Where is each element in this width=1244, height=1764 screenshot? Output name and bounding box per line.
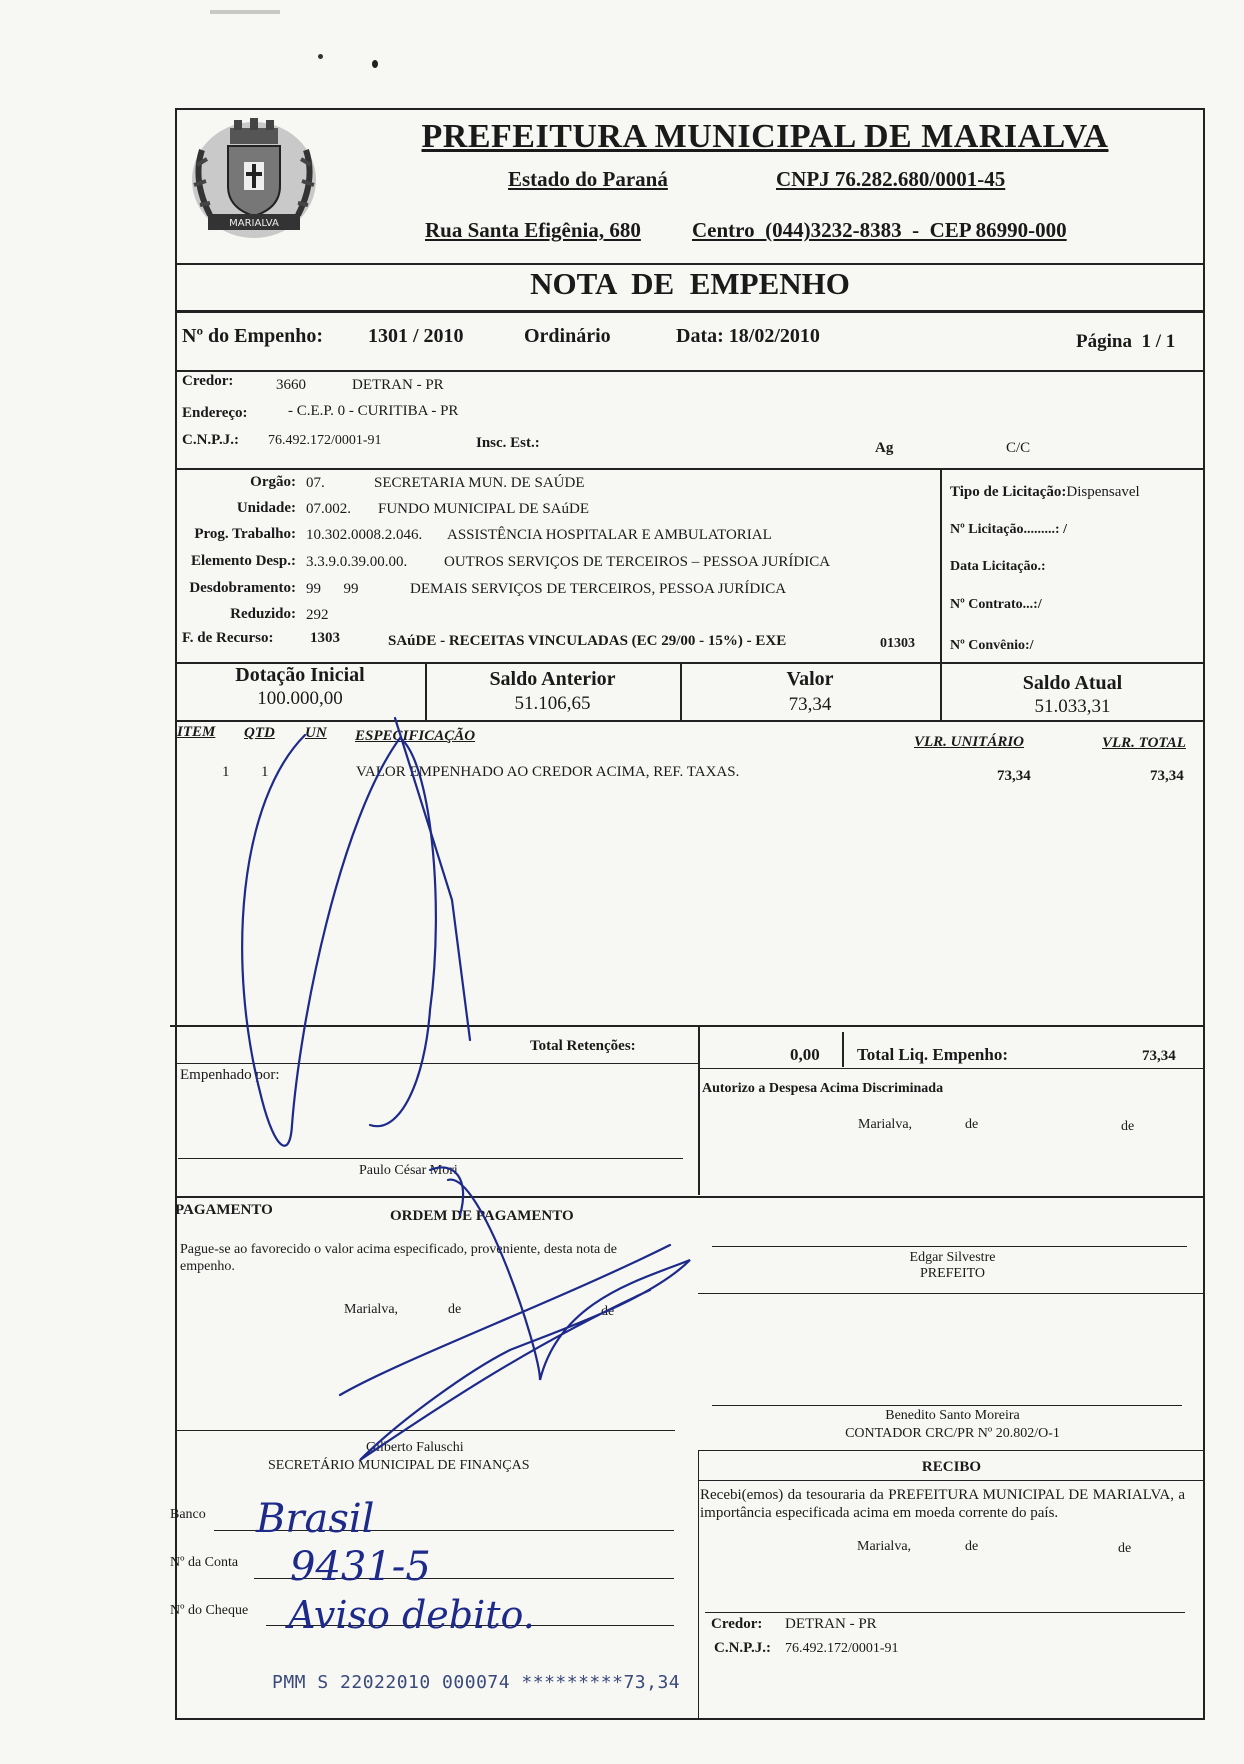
recibo-text: Recebi(emos) da tesouraria da PREFEITURA MUNICIPAL DE MARIALVA, a importância especificada acima em moeda corrente do país.	[700, 1487, 1185, 1521]
autorizo-de-1: de	[965, 1117, 979, 1132]
secretario-nome: Gilberto Faluschi	[366, 1440, 464, 1455]
pagamento-de-2: de	[601, 1304, 615, 1319]
state-label: Estado do Paraná	[508, 167, 668, 191]
total-retencoes-label: Total Retenções:	[530, 1038, 636, 1054]
document-title: NOTA DE EMPENHO	[530, 266, 850, 301]
prefeito-cargo: PREFEITO	[919, 1266, 986, 1281]
valor-value: 73,34	[788, 694, 832, 715]
cnpj-value: 76.492.172/0001-91	[268, 433, 382, 448]
empenho-number-label: Nº do Empenho:	[182, 325, 324, 347]
logo-banner-text: MARIALVA	[229, 218, 279, 229]
classificacao-label: Prog. Trabalho:	[194, 526, 296, 542]
classificacao-codigo: 3.3.9.0.39.00.00.	[306, 554, 408, 570]
empenhado-por-label: Empenhado por:	[180, 1067, 280, 1083]
pagamento-label: PAGAMENTO	[175, 1202, 273, 1218]
address-street: Rua Santa Efigênia, 680	[425, 218, 641, 242]
credor-label: Credor:	[182, 373, 234, 389]
saldo-anterior-label: Saldo Anterior	[489, 668, 616, 690]
col-qtd: QTD	[244, 725, 275, 741]
conta-label: Nº da Conta	[170, 1555, 239, 1570]
pagamento-de-1: de	[448, 1302, 462, 1317]
vlr-total-cell: 73,34	[1150, 768, 1184, 784]
classificacao-codigo: 07.002.	[306, 501, 351, 517]
classificacao-descricao: FUNDO MUNICIPAL DE SAúDE	[378, 501, 589, 517]
empenho-type: Ordinário	[524, 325, 611, 347]
valor-label: Valor	[786, 668, 834, 690]
classificacao-codigo: 292	[306, 607, 329, 623]
col-item: ITEM	[177, 724, 216, 740]
cheque-label: Nº do Cheque	[170, 1603, 249, 1618]
recurso-label: F. de Recurso:	[182, 630, 274, 646]
cnpj-label: C.N.P.J.:	[182, 432, 239, 448]
autorizo-local: Marialva,	[858, 1117, 913, 1132]
autorizo-de-2: de	[1121, 1119, 1135, 1134]
secretario-cargo: SECRETÁRIO MUNICIPAL DE FINANÇAS	[268, 1458, 530, 1473]
endereco-value: - C.E.P. 0 - CURITIBA - PR	[288, 403, 459, 419]
scan-mark	[210, 10, 280, 14]
pagamento-local: Marialva,	[344, 1302, 399, 1317]
col-vlr-unitario: VLR. UNITÁRIO	[914, 734, 1025, 750]
recibo-de-2: de	[1118, 1541, 1132, 1556]
empenho-date: Data: 18/02/2010	[676, 325, 820, 347]
recibo-local: Marialva,	[857, 1539, 912, 1554]
pague-se-text: Pague-se ao favorecido o valor acima especificado, proveniente, desta nota de empenho.	[180, 1242, 617, 1274]
classificacao-descricao: ASSISTÊNCIA HOSPITALAR E AMBULATORIAL	[447, 527, 772, 543]
total-liquido-value: 73,34	[1142, 1048, 1176, 1064]
recibo-cnpj: 76.492.172/0001-91	[785, 1641, 899, 1656]
vlr-unitario-cell: 73,34	[997, 768, 1031, 784]
agencia-label: Ag	[875, 440, 894, 456]
recibo-title: RECIBO	[921, 1459, 982, 1475]
classificacao-codigo: 10.302.0008.2.046.	[306, 527, 423, 543]
col-vlr-total: VLR. TOTAL	[1102, 735, 1186, 751]
page-title: PREFEITURA MUNICIPAL DE MARIALVA	[421, 118, 1109, 155]
classificacao-descricao: SECRETARIA MUN. DE SAÚDE	[374, 475, 585, 491]
endereco-label: Endereço:	[182, 405, 248, 421]
col-un: UN	[305, 725, 327, 741]
classificacao-label: Reduzido:	[230, 606, 296, 622]
total-liquido-label: Total Liq. Empenho:	[857, 1045, 1008, 1064]
empenho-number: 1301 / 2010	[368, 325, 464, 347]
cnpj-header: CNPJ 76.282.680/0001-45	[776, 167, 1006, 191]
convenio-numero: Nº Convênio:/	[950, 638, 1034, 653]
classificacao-label: Elemento Desp.:	[191, 553, 296, 569]
cheque-handwritten: Aviso debito.	[288, 1593, 535, 1637]
classificacao-descricao: DEMAIS SERVIÇOS DE TERCEIROS, PESSOA JURÍDICA	[410, 581, 787, 597]
recurso-desc: SAúDE - RECEITAS VINCULADAS (EC 29/00 - 15%) - EXE	[388, 633, 787, 649]
saldo-atual-label: Saldo Atual	[1022, 672, 1123, 694]
contador-cargo: CONTADOR CRC/PR Nº 20.802/O-1	[845, 1426, 1060, 1441]
autorizo-text: Autorizo a Despesa Acima Discriminada	[702, 1081, 944, 1096]
recibo-credor: DETRAN - PR	[785, 1616, 877, 1632]
col-especificacao: ESPECIFICAÇÃO	[355, 728, 476, 744]
item-cell: 1	[222, 764, 230, 780]
conta-corrente-label: C/C	[1006, 440, 1031, 456]
recibo-cnpj-label: C.N.P.J.:	[714, 1640, 771, 1656]
credor-code: 3660	[276, 377, 306, 393]
licitacao-tipo: Tipo de Licitação:Dispensavel	[950, 484, 1140, 500]
empenhado-por-nome: Paulo César Mori	[359, 1163, 458, 1178]
credor-name: DETRAN - PR	[352, 377, 444, 393]
dotacao-value: 100.000,00	[257, 688, 343, 709]
recibo-credor-label: Credor:	[711, 1616, 763, 1632]
recurso-code: 1303	[310, 630, 340, 646]
banco-handwritten: Brasil	[256, 1496, 375, 1542]
ordem-pagamento-label: ORDEM DE PAGAMENTO	[390, 1208, 574, 1224]
stamp-line: PMM S 22022010 000074 *********73,34	[272, 1672, 681, 1693]
recurso-suffix: 01303	[880, 636, 915, 651]
contrato-numero: Nº Contrato...:/	[950, 597, 1042, 612]
licitacao-data: Data Licitação.:	[950, 559, 1046, 574]
address-contact: Centro (044)3232-8383 - CEP 86990-000	[692, 218, 1067, 242]
classificacao-label: Unidade:	[236, 500, 296, 516]
scan-dot	[318, 54, 323, 59]
insc-est-label: Insc. Est.:	[476, 435, 540, 451]
document-frame	[175, 108, 1205, 1720]
classificacao-codigo: 99 99	[306, 581, 359, 597]
licitacao-numero: Nº Licitação.........: /	[950, 522, 1067, 537]
classificacao-label: Desdobramento:	[189, 580, 296, 596]
classificacao-descricao: OUTROS SERVIÇOS DE TERCEIROS – PESSOA JURÍDICA	[444, 554, 831, 570]
classificacao-codigo: 07.	[306, 475, 325, 491]
coat-of-arms-logo	[182, 110, 327, 250]
conta-handwritten: 9431-5	[290, 1544, 431, 1590]
especificacao-cell: VALOR EMPENHADO AO CREDOR ACIMA, REF. TAXAS.	[356, 764, 740, 780]
saldo-atual-value: 51.033,31	[1034, 696, 1111, 717]
page-number: Página 1 / 1	[1076, 331, 1176, 352]
dotacao-label: Dotação Inicial	[235, 664, 365, 686]
total-retencoes-value: 0,00	[790, 1045, 820, 1064]
banco-label: Banco	[170, 1507, 206, 1522]
prefeito-nome: Edgar Silvestre	[909, 1250, 996, 1265]
saldo-anterior-value: 51.106,65	[514, 693, 591, 714]
recibo-de-1: de	[965, 1539, 979, 1554]
qtd-cell: 1	[261, 764, 269, 780]
contador-nome: Benedito Santo Moreira	[885, 1408, 1020, 1423]
classificacao-label: Orgão:	[250, 474, 296, 490]
scan-dot	[372, 60, 378, 68]
